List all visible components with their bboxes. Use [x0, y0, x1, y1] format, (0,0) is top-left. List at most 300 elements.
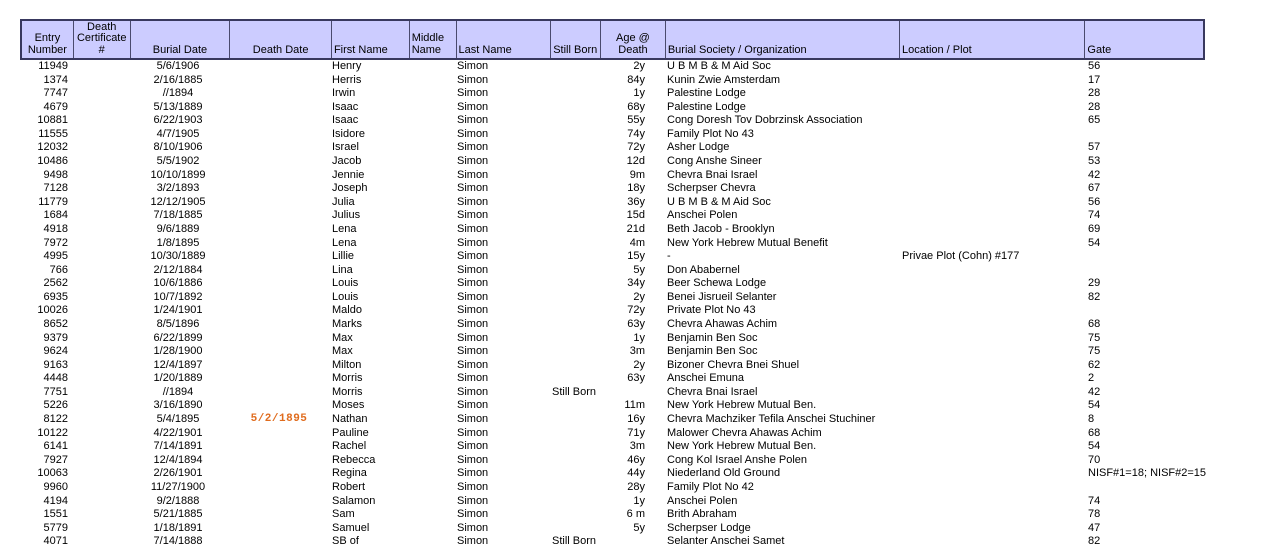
- cell-cert: [71, 250, 128, 264]
- cell-burial_date: 10/30/1889: [150, 250, 206, 263]
- cell-cert: [71, 535, 128, 549]
- cell-gate: 74: [1088, 494, 1101, 507]
- cell-location: [900, 114, 1086, 128]
- cell-middle_name: [408, 114, 455, 128]
- cell-entry: 1551: [43, 508, 68, 521]
- cell-still_born: [550, 101, 600, 115]
- cell-still_born: [550, 399, 600, 413]
- cell-burial_date: 2/16/1885: [153, 73, 203, 86]
- cell-cert: [71, 223, 128, 237]
- cell-burial_date: 6/22/1899: [153, 331, 203, 344]
- cell-still_born: [550, 372, 600, 386]
- cell-society: Cong Anshe Sineer: [667, 155, 762, 168]
- table-row: [20, 386, 1205, 400]
- cell-middle_name: [408, 454, 455, 468]
- cell-still_born: [550, 182, 600, 196]
- cell-location: [900, 386, 1086, 400]
- cell-burial_date: //1894: [162, 87, 194, 100]
- cell-location: [900, 128, 1086, 142]
- cell-death_date: [228, 359, 330, 373]
- cell-still_born: [550, 74, 600, 88]
- cell-gate: 75: [1088, 345, 1101, 358]
- table-row: [20, 237, 1205, 251]
- cell-burial_date: 7/14/1888: [153, 535, 203, 548]
- cell-burial_date: 1/24/1901: [153, 304, 203, 317]
- cell-society: Beer Schewa Lodge: [667, 277, 767, 290]
- cell-location: [900, 372, 1086, 386]
- column-header-society: Burial Society / Organization: [665, 21, 899, 58]
- cell-middle_name: [408, 141, 455, 155]
- table-row: [20, 264, 1205, 278]
- cell-burial_date: 10/6/1886: [153, 277, 203, 290]
- cell-location: [900, 318, 1086, 332]
- cell-first_name: Morris: [332, 372, 363, 385]
- cell-death_date: [228, 332, 330, 346]
- cell-location: Privae Plot (Cohn) #177: [902, 250, 1020, 263]
- cell-middle_name: [408, 318, 455, 332]
- cell-society: Chevra Bnai Israel: [667, 168, 758, 181]
- cell-gate: 57: [1088, 141, 1101, 154]
- cell-location: [900, 223, 1086, 237]
- cell-cert: [71, 508, 128, 522]
- cell-entry: 8652: [43, 317, 68, 330]
- cell-cert: [71, 345, 128, 359]
- cell-cert: [71, 101, 128, 115]
- cell-middle_name: [408, 304, 455, 318]
- cell-location: [900, 467, 1086, 481]
- cell-burial_date: 1/20/1889: [153, 372, 203, 385]
- cell-location: [900, 481, 1086, 495]
- cell-society: U B M B & M Aid Soc: [667, 60, 771, 72]
- column-header-location: Location / Plot: [899, 21, 1084, 58]
- cell-death_date: [228, 87, 330, 101]
- cell-middle_name: [408, 223, 455, 237]
- cell-still_born: [550, 508, 600, 522]
- cell-society: Palestine Lodge: [667, 100, 746, 113]
- cell-still_born: [550, 522, 600, 536]
- cell-age: 36y: [627, 195, 645, 208]
- cell-cert: [71, 291, 128, 305]
- cell-burial_date: 7/18/1885: [153, 209, 203, 222]
- cell-age: 46y: [627, 453, 645, 466]
- cell-burial_date: 12/12/1905: [150, 195, 206, 208]
- cell-middle_name: [408, 101, 455, 115]
- cell-entry: 1374: [43, 73, 68, 86]
- cell-cert: [71, 155, 128, 169]
- cell-burial_date: 5/5/1902: [156, 155, 200, 168]
- cell-entry: 7128: [43, 182, 68, 195]
- cell-burial_date: 3/16/1890: [153, 399, 203, 412]
- cell-last_name: Simon: [457, 467, 489, 480]
- cell-society: Family Plot No 42: [667, 480, 754, 493]
- cell-first_name: Jennie: [332, 168, 365, 181]
- cell-location: [900, 264, 1086, 278]
- cell-middle_name: [408, 60, 455, 74]
- cell-last_name: Simon: [457, 399, 489, 412]
- cell-gate: [1086, 250, 1205, 264]
- cell-cert: [71, 169, 128, 183]
- cell-age: 4m: [629, 236, 645, 249]
- cell-last_name: Simon: [457, 317, 489, 330]
- cell-first_name: Isaac: [332, 100, 359, 113]
- cell-death_date: 5/2/1895: [250, 413, 308, 426]
- cell-death_date: [228, 345, 330, 359]
- cell-cert: [71, 141, 128, 155]
- cell-death_date: [228, 522, 330, 536]
- cell-location: [900, 277, 1086, 291]
- table-row: [20, 250, 1205, 264]
- column-header-gate: Gate: [1084, 21, 1203, 58]
- cell-first_name: Julia: [332, 195, 355, 208]
- cell-first_name: Lina: [332, 263, 353, 276]
- cell-death_date: [228, 209, 330, 223]
- cell-gate: 70: [1088, 453, 1101, 466]
- cell-age: 12d: [626, 155, 645, 168]
- cell-still_born: [550, 237, 600, 251]
- cell-first_name: Pauline: [332, 426, 369, 439]
- cell-society: Chevra Machziker Tefila Anschei Stuchiner: [667, 413, 876, 426]
- cell-death_date: [228, 304, 330, 318]
- cell-gate: 67: [1088, 182, 1101, 195]
- cell-entry: 10122: [37, 426, 68, 439]
- cell-first_name: Lillie: [332, 250, 355, 263]
- cell-still_born: [550, 345, 600, 359]
- cell-age: 34y: [627, 277, 645, 290]
- cell-still_born: [550, 87, 600, 101]
- cell-location: [900, 196, 1086, 210]
- cell-gate: 78: [1088, 508, 1101, 521]
- cell-entry: 4918: [43, 222, 68, 235]
- cell-location: [900, 413, 1086, 427]
- cell-burial_date: 1/18/1891: [153, 521, 203, 534]
- cell-first_name: Sam: [332, 508, 355, 521]
- cell-last_name: Simon: [457, 73, 489, 86]
- cell-burial_date: 12/4/1897: [153, 358, 203, 371]
- cell-death_date: [228, 182, 330, 196]
- cell-middle_name: [408, 128, 455, 142]
- cell-gate: [1086, 128, 1205, 142]
- cell-middle_name: [408, 399, 455, 413]
- table-row: [20, 128, 1205, 142]
- cell-still_born: [550, 60, 600, 74]
- cell-society: New York Hebrew Mutual Benefit: [667, 236, 828, 249]
- cell-society: Anschei Emuna: [667, 372, 745, 385]
- cell-first_name: Salamon: [332, 494, 376, 507]
- cell-burial_date: 9/2/1888: [156, 494, 200, 507]
- cell-location: [900, 535, 1086, 549]
- cell-last_name: Simon: [457, 426, 489, 439]
- cell-location: [900, 141, 1086, 155]
- cell-death_date: [228, 440, 330, 454]
- cell-entry: 7747: [43, 87, 68, 100]
- cell-last_name: Simon: [457, 440, 489, 453]
- cell-last_name: Simon: [457, 182, 489, 195]
- cell-gate: 54: [1088, 440, 1101, 453]
- column-header-entry: Entry Number: [27, 32, 67, 56]
- cell-age: 72y: [627, 141, 645, 154]
- cell-death_date: [228, 399, 330, 413]
- cell-last_name: Simon: [457, 277, 489, 290]
- cell-location: [900, 182, 1086, 196]
- cell-entry: 5226: [43, 399, 68, 412]
- cell-burial_date: 5/21/1885: [153, 508, 203, 521]
- cell-location: [900, 454, 1086, 468]
- cell-society: Bizoner Chevra Bnei Shuel: [667, 358, 800, 371]
- cell-gate: 54: [1088, 399, 1101, 412]
- cell-age: 28y: [627, 480, 645, 493]
- table-body: [20, 60, 1205, 549]
- cell-last_name: Simon: [457, 263, 489, 276]
- column-header-last_name: Last Name: [456, 21, 551, 58]
- cell-last_name: Simon: [457, 521, 489, 534]
- cell-death_date: [228, 291, 330, 305]
- cell-gate: 82: [1088, 535, 1101, 548]
- cell-first_name: Lena: [332, 222, 357, 235]
- cell-death_date: [228, 508, 330, 522]
- cell-age: 15d: [626, 209, 645, 222]
- cell-last_name: Simon: [457, 195, 489, 208]
- cell-last_name: Simon: [457, 100, 489, 113]
- cell-age: [600, 535, 665, 549]
- table-row: [20, 169, 1205, 183]
- cell-still_born: [550, 223, 600, 237]
- cell-middle_name: [408, 427, 455, 441]
- cell-middle_name: [408, 372, 455, 386]
- cell-last_name: Simon: [457, 345, 489, 358]
- cell-middle_name: [408, 155, 455, 169]
- cell-middle_name: [408, 169, 455, 183]
- cell-gate: [1086, 304, 1205, 318]
- cell-gate: [1086, 264, 1205, 278]
- cell-cert: [71, 60, 128, 74]
- cell-middle_name: [408, 535, 455, 549]
- cell-age: 71y: [627, 426, 645, 439]
- cell-middle_name: [408, 440, 455, 454]
- cell-last_name: Simon: [457, 60, 489, 72]
- cell-still_born: Still Born: [552, 535, 597, 548]
- cell-first_name: Jacob: [332, 155, 362, 168]
- cell-entry: 4679: [43, 100, 68, 113]
- cell-gate: 42: [1088, 385, 1101, 398]
- burial-records-table: [20, 19, 1205, 549]
- column-header-cert: Death Certificate #: [73, 21, 130, 58]
- cell-burial_date: 1/28/1900: [153, 345, 203, 358]
- cell-still_born: [550, 467, 600, 481]
- cell-still_born: [550, 440, 600, 454]
- cell-age: 2y: [633, 358, 645, 371]
- cell-burial_date: 7/14/1891: [153, 440, 203, 453]
- cell-first_name: Marks: [332, 317, 362, 330]
- cell-last_name: Simon: [457, 236, 489, 249]
- cell-death_date: [228, 196, 330, 210]
- cell-middle_name: [408, 196, 455, 210]
- cell-age: 3m: [629, 345, 645, 358]
- cell-gate: 17: [1088, 73, 1101, 86]
- cell-burial_date: 8/5/1896: [156, 317, 200, 330]
- cell-first_name: Herris: [332, 73, 362, 86]
- cell-burial_date: 10/7/1892: [153, 290, 203, 303]
- cell-gate: 56: [1088, 195, 1101, 208]
- cell-burial_date: 12/4/1894: [153, 453, 203, 466]
- cell-entry: 2562: [43, 277, 68, 290]
- cell-burial_date: 2/26/1901: [153, 467, 203, 480]
- cell-still_born: [550, 141, 600, 155]
- cell-first_name: Regina: [332, 467, 367, 480]
- cell-location: [900, 345, 1086, 359]
- cell-cert: [71, 467, 128, 481]
- table-row: [20, 196, 1205, 210]
- cell-society: New York Hebrew Mutual Ben.: [667, 440, 817, 453]
- cell-gate: [1086, 481, 1205, 495]
- cell-gate: 2: [1088, 372, 1095, 385]
- cell-gate: 54: [1088, 236, 1101, 249]
- cell-gate: 68: [1088, 426, 1101, 439]
- cell-entry: 10063: [37, 467, 68, 480]
- cell-entry: 9960: [43, 480, 68, 493]
- cell-gate: NISF#1=18; NISF#2=15: [1088, 467, 1207, 480]
- cell-middle_name: [408, 522, 455, 536]
- cell-cert: [71, 87, 128, 101]
- cell-first_name: Maldo: [332, 304, 362, 317]
- cell-cert: [71, 182, 128, 196]
- cell-gate: 69: [1088, 222, 1101, 235]
- cell-age: 21d: [626, 222, 645, 235]
- cell-age: 5y: [633, 263, 645, 276]
- cell-cert: [71, 413, 128, 427]
- cell-death_date: [228, 495, 330, 509]
- cell-middle_name: [408, 508, 455, 522]
- cell-entry: 7972: [43, 236, 68, 249]
- cell-location: [900, 427, 1086, 441]
- table-row: [20, 522, 1205, 536]
- cell-entry: 12032: [37, 141, 68, 154]
- cell-middle_name: [408, 467, 455, 481]
- table-row: [20, 277, 1205, 291]
- cell-gate: 82: [1088, 290, 1101, 303]
- cell-society: Niederland Old Ground: [667, 467, 781, 480]
- cell-death_date: [228, 264, 330, 278]
- cell-location: [900, 291, 1086, 305]
- cell-location: [900, 304, 1086, 318]
- cell-entry: 9379: [43, 331, 68, 344]
- cell-last_name: Simon: [457, 304, 489, 317]
- table-row: [20, 141, 1205, 155]
- cell-first_name: Rachel: [332, 440, 367, 453]
- cell-death_date: [228, 101, 330, 115]
- cell-middle_name: [408, 237, 455, 251]
- cell-still_born: [550, 481, 600, 495]
- cell-cert: [71, 264, 128, 278]
- table-row: [20, 440, 1205, 454]
- cell-last_name: Simon: [457, 209, 489, 222]
- cell-society: Brith Abraham: [667, 508, 737, 521]
- cell-entry: 4194: [43, 494, 68, 507]
- cell-gate: 62: [1088, 358, 1101, 371]
- cell-entry: 6935: [43, 290, 68, 303]
- cell-cert: [71, 454, 128, 468]
- cell-gate: 42: [1088, 168, 1101, 181]
- cell-location: [900, 209, 1086, 223]
- cell-location: [900, 87, 1086, 101]
- cell-society: Private Plot No 43: [667, 304, 756, 317]
- cell-entry: 10486: [37, 155, 68, 168]
- cell-society: Anschei Polen: [667, 209, 738, 222]
- cell-age: 1y: [633, 87, 645, 100]
- cell-burial_date: 11/27/1900: [150, 480, 206, 493]
- cell-entry: 4995: [43, 250, 68, 263]
- cell-age: 1y: [633, 494, 645, 507]
- cell-entry: 4071: [43, 535, 68, 548]
- cell-society: Benjamin Ben Soc: [667, 331, 758, 344]
- cell-last_name: Simon: [457, 535, 489, 548]
- table-row: [20, 399, 1205, 413]
- cell-burial_date: 10/10/1899: [150, 168, 206, 181]
- cell-age: 15y: [627, 250, 645, 263]
- cell-entry: 9163: [43, 358, 68, 371]
- cell-entry: 7927: [43, 453, 68, 466]
- table-row: [20, 413, 1205, 427]
- cell-first_name: Rebecca: [332, 453, 376, 466]
- cell-still_born: [550, 277, 600, 291]
- cell-first_name: Nathan: [332, 413, 368, 426]
- column-header-still_born: Still Born: [550, 21, 600, 58]
- cell-cert: [71, 304, 128, 318]
- cell-last_name: Simon: [457, 114, 489, 127]
- cell-middle_name: [408, 277, 455, 291]
- cell-first_name: Joseph: [332, 182, 368, 195]
- cell-gate: 29: [1088, 277, 1101, 290]
- cell-gate: 56: [1088, 60, 1101, 72]
- cell-age: 3m: [629, 440, 645, 453]
- cell-cert: [71, 386, 128, 400]
- cell-last_name: Simon: [457, 141, 489, 154]
- cell-age: 44y: [627, 467, 645, 480]
- cell-first_name: SB of: [332, 535, 359, 548]
- cell-middle_name: [408, 182, 455, 196]
- cell-first_name: Milton: [332, 358, 362, 371]
- cell-entry: 10026: [37, 304, 68, 317]
- cell-last_name: Simon: [457, 168, 489, 181]
- cell-last_name: Simon: [457, 331, 489, 344]
- cell-first_name: Lena: [332, 236, 357, 249]
- cell-last_name: Simon: [457, 87, 489, 100]
- cell-burial_date: 3/2/1893: [156, 182, 200, 195]
- cell-entry: 9498: [43, 168, 68, 181]
- cell-still_born: [550, 169, 600, 183]
- cell-age: 6 m: [626, 508, 645, 521]
- cell-society: Chevra Ahawas Achim: [667, 317, 778, 330]
- cell-cert: [71, 74, 128, 88]
- cell-location: [900, 359, 1086, 373]
- cell-burial_date: 5/13/1889: [153, 100, 203, 113]
- cell-death_date: [228, 467, 330, 481]
- cell-middle_name: [408, 386, 455, 400]
- cell-still_born: [550, 332, 600, 346]
- cell-still_born: [550, 250, 600, 264]
- cell-location: [900, 155, 1086, 169]
- cell-first_name: Robert: [332, 480, 366, 493]
- table-row: [20, 495, 1205, 509]
- cell-death_date: [228, 155, 330, 169]
- cell-first_name: Max: [332, 331, 353, 344]
- cell-death_date: [228, 141, 330, 155]
- column-header-age: Age @ Death: [600, 21, 665, 58]
- cell-entry: 6141: [43, 440, 68, 453]
- cell-society: Scherpser Lodge: [667, 521, 751, 534]
- cell-entry: 5779: [43, 521, 68, 534]
- cell-society: Benei Jisrueil Selanter: [667, 290, 777, 303]
- cell-first_name: Henry: [332, 60, 362, 72]
